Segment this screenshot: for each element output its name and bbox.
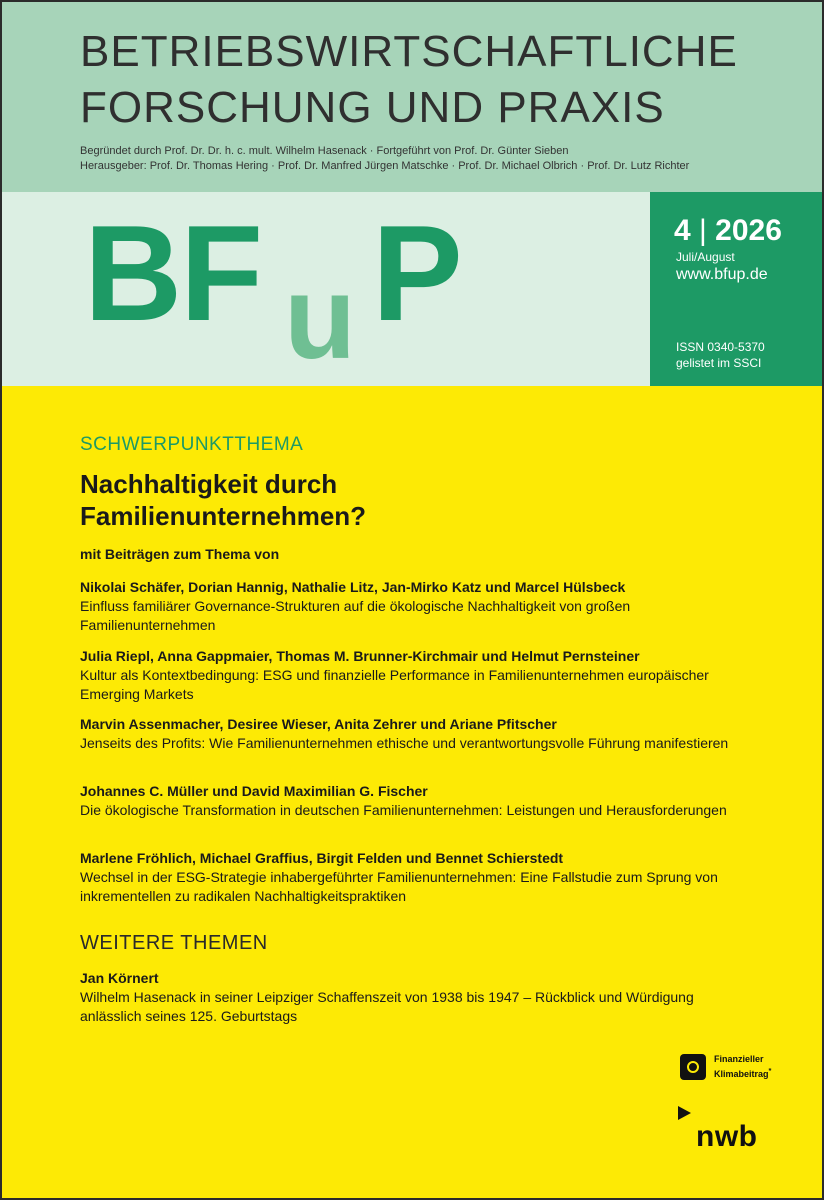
article-title: Kultur als Kontextbedingung: ESG und finanzielle Performance in Familienunternehmen europäischer Emerging Markets bbox=[80, 667, 709, 702]
arrow-icon bbox=[678, 1106, 691, 1120]
article-authors: Julia Riepl, Anna Gappmaier, Thomas M. Brunner-Kirchmair und Helmut Pernsteiner bbox=[80, 648, 640, 664]
article-entry bbox=[80, 714, 740, 753]
focus-label: SCHWERPUNKTTHEMA bbox=[80, 434, 304, 455]
more-topics-label: WEITERE THEMEN bbox=[80, 932, 268, 954]
article-entry bbox=[80, 646, 740, 704]
journal-title-line-2: FORSCHUNG UND PRAXIS bbox=[80, 83, 665, 132]
logo-letter-f: F bbox=[180, 197, 264, 349]
journal-title-line-1: BETRIEBSWIRTSCHAFTLICHE bbox=[80, 27, 738, 76]
issue-divider: | bbox=[699, 214, 716, 247]
logo-letter-u: u bbox=[284, 252, 357, 384]
issue-year: 2026 bbox=[715, 214, 782, 247]
article-title: Wilhelm Hasenack in seiner Leipziger Schaffenszeit von 1938 bis 1947 – Rückblick und Würdigung anlässlich seines 125. Geburtstags bbox=[80, 989, 694, 1024]
issue-box bbox=[650, 192, 822, 386]
article-entry bbox=[80, 577, 740, 635]
journal-url: www.bfup.de bbox=[676, 266, 768, 283]
header-band bbox=[2, 2, 822, 192]
climate-badge-line-1: Finanzieller bbox=[714, 1054, 764, 1064]
article-entry bbox=[80, 781, 740, 820]
article-authors: Marvin Assenmacher, Desiree Wieser, Anita Zehrer und Ariane Pfitscher bbox=[80, 716, 557, 732]
article-authors: Nikolai Schäfer, Dorian Hannig, Nathalie Litz, Jan-Mirko Katz und Marcel Hülsbeck bbox=[80, 579, 626, 595]
article-title: Einfluss familiärer Governance-Strukturen auf die ökologische Nachhaltigkeit von großen Familienunternehmen bbox=[80, 598, 631, 633]
editors-line: Herausgeber: Prof. Dr. Thomas Hering · Prof. Dr. Manfred Jürgen Matschke · Prof. Dr. Michael Olbrich · Prof. Dr. Lutz Richter bbox=[80, 160, 690, 172]
logo-letter-b: B bbox=[84, 197, 183, 349]
article-authors: Marlene Fröhlich, Michael Graffius, Birgit Felden und Bennet Schierstedt bbox=[80, 850, 564, 866]
logo-letter-p: P bbox=[372, 197, 463, 349]
climate-badge-star: * bbox=[768, 1066, 772, 1075]
ssci-note: gelistet im SSCI bbox=[676, 356, 762, 370]
issue-date: Juli/August bbox=[676, 250, 735, 264]
article-title: Die ökologische Transformation in deutschen Familienunternehmen: Leistungen und Herausforderungen bbox=[80, 802, 727, 818]
founders-line: Begründet durch Prof. Dr. Dr. h. c. mult. Wilhelm Hasenack · Fortgeführt von Prof. Dr. Günter Sieben bbox=[80, 145, 569, 157]
climate-contribution-badge bbox=[680, 1052, 800, 1082]
publisher-logo bbox=[678, 1106, 788, 1156]
climate-badge-icon bbox=[680, 1054, 706, 1080]
article-entry bbox=[80, 848, 740, 906]
climate-badge-line-2 bbox=[714, 1065, 771, 1080]
focus-headline bbox=[80, 468, 366, 532]
article-title: Wechsel in der ESG-Strategie inhabergeführter Familienunternehmen: Eine Fallstudie zum Sprung von inkrementellen zu radikalen Nachhaltigkeitspraktiken bbox=[80, 869, 718, 904]
climate-badge-text bbox=[714, 1054, 771, 1080]
focus-headline-line-2: Familienunternehmen? bbox=[80, 501, 367, 531]
climate-badge-line-2-text: Klimabeitrag bbox=[714, 1069, 769, 1079]
article-entry bbox=[80, 968, 740, 1026]
publisher-name: nwb bbox=[696, 1120, 758, 1153]
article-authors: Johannes C. Müller und David Maximilian G. Fischer bbox=[80, 783, 428, 799]
bfup-logo bbox=[2, 192, 650, 386]
logo-band bbox=[2, 192, 650, 386]
issn: ISSN 0340-5370 bbox=[676, 340, 765, 354]
article-authors: Jan Körnert bbox=[80, 970, 159, 986]
issue-number-value: 4 bbox=[674, 214, 691, 247]
focus-headline-line-1: Nachhaltigkeit durch bbox=[80, 469, 338, 499]
issue-number bbox=[674, 214, 782, 248]
article-title: Jenseits des Profits: Wie Familienunternehmen ethische und verantwortungsvolle Führung manifestieren bbox=[80, 735, 729, 751]
focus-intro: mit Beiträgen zum Thema von bbox=[80, 546, 280, 562]
